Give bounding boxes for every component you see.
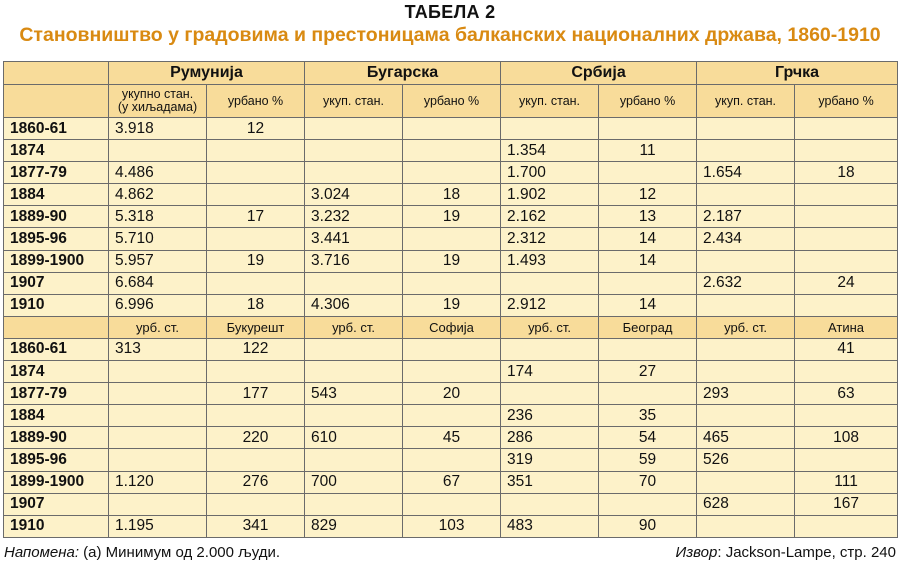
value-cell xyxy=(403,272,501,294)
value-cell: 4.486 xyxy=(109,162,207,184)
value-cell: 465 xyxy=(697,427,795,449)
column-header-label: урбано % xyxy=(818,93,874,108)
year-cell: 1910 xyxy=(4,515,109,537)
value-cell xyxy=(109,493,207,515)
value-cell: 6.996 xyxy=(109,294,207,316)
value-cell xyxy=(207,272,305,294)
value-cell xyxy=(207,140,305,162)
value-cell xyxy=(109,449,207,471)
value-cell xyxy=(795,184,898,206)
column-header xyxy=(109,85,207,118)
value-cell xyxy=(599,493,697,515)
value-cell xyxy=(207,405,305,427)
year-cell: 1889-90 xyxy=(4,206,109,228)
value-cell xyxy=(599,383,697,405)
value-cell xyxy=(697,471,795,493)
table-row xyxy=(4,184,898,206)
value-cell: 17 xyxy=(207,206,305,228)
value-cell xyxy=(403,493,501,515)
footnote-text: (а) Минимум од 2.000 људи. xyxy=(79,544,281,561)
value-cell: 1.354 xyxy=(501,140,599,162)
table-row xyxy=(4,383,898,405)
footnote-label: Напомена: xyxy=(4,544,79,561)
column-header-row xyxy=(4,85,898,118)
value-cell: 54 xyxy=(599,427,697,449)
value-cell xyxy=(207,184,305,206)
value-cell: 2.912 xyxy=(501,294,599,316)
value-cell xyxy=(305,361,403,383)
value-cell: 526 xyxy=(697,449,795,471)
value-cell: 483 xyxy=(501,515,599,537)
value-cell: 6.684 xyxy=(109,272,207,294)
year-cell: 1884 xyxy=(4,184,109,206)
value-cell: 70 xyxy=(599,471,697,493)
value-cell: 1.120 xyxy=(109,471,207,493)
value-cell xyxy=(501,493,599,515)
value-cell: 5.957 xyxy=(109,250,207,272)
value-cell: 293 xyxy=(697,383,795,405)
value-cell: 1.902 xyxy=(501,184,599,206)
column-header: урб. ст. xyxy=(305,316,403,338)
value-cell: 628 xyxy=(697,493,795,515)
value-cell xyxy=(403,405,501,427)
value-cell: 14 xyxy=(599,250,697,272)
value-cell xyxy=(697,118,795,140)
value-cell: 108 xyxy=(795,427,898,449)
value-cell: 111 xyxy=(795,471,898,493)
column-header: Букурешт xyxy=(207,316,305,338)
table-subtitle: Становништво у градовима и престоницама балканских националних држава, 1860-1910 xyxy=(19,24,881,46)
value-cell: 174 xyxy=(501,361,599,383)
column-header: урб. ст. xyxy=(501,316,599,338)
year-cell: 1895-96 xyxy=(4,228,109,250)
column-header: урб. ст. xyxy=(109,316,207,338)
value-cell: 59 xyxy=(599,449,697,471)
column-header-label: урбано % xyxy=(619,93,676,108)
year-cell: 1895-96 xyxy=(4,449,109,471)
value-cell xyxy=(501,118,599,140)
header-corner xyxy=(4,316,109,338)
source-text: : Jackson-Lampe, стр. 240 xyxy=(717,544,896,561)
value-cell xyxy=(305,162,403,184)
table-row xyxy=(4,338,898,360)
value-cell xyxy=(403,118,501,140)
value-cell xyxy=(403,228,501,250)
year-cell: 1877-79 xyxy=(4,162,109,184)
value-cell xyxy=(795,294,898,316)
value-cell: 19 xyxy=(207,250,305,272)
table-row xyxy=(4,405,898,427)
value-cell: 829 xyxy=(305,515,403,537)
value-cell xyxy=(207,361,305,383)
value-cell xyxy=(403,449,501,471)
country-header: Србија xyxy=(501,62,697,85)
table-row xyxy=(4,272,898,294)
column-header xyxy=(697,85,795,118)
year-cell: 1874 xyxy=(4,361,109,383)
value-cell xyxy=(795,515,898,537)
footnote xyxy=(4,544,280,561)
year-cell: 1899-1900 xyxy=(4,250,109,272)
country-header-row xyxy=(4,62,898,85)
population-table xyxy=(3,61,898,538)
table-row xyxy=(4,118,898,140)
value-cell: 4.306 xyxy=(305,294,403,316)
value-cell: 4.862 xyxy=(109,184,207,206)
value-cell: 18 xyxy=(795,162,898,184)
column-header xyxy=(795,85,898,118)
source-note xyxy=(675,544,896,561)
value-cell xyxy=(305,140,403,162)
table-title: ТАБЕЛА 2 xyxy=(404,2,496,22)
table-row xyxy=(4,140,898,162)
year-cell: 1907 xyxy=(4,493,109,515)
value-cell xyxy=(109,383,207,405)
value-cell xyxy=(403,162,501,184)
value-cell: 2.632 xyxy=(697,272,795,294)
year-cell: 1889-90 xyxy=(4,427,109,449)
value-cell xyxy=(305,118,403,140)
column-header: Софија xyxy=(403,316,501,338)
value-cell: 19 xyxy=(403,250,501,272)
value-cell: 1.654 xyxy=(697,162,795,184)
value-cell xyxy=(697,361,795,383)
value-cell xyxy=(599,118,697,140)
value-cell xyxy=(305,493,403,515)
value-cell xyxy=(403,140,501,162)
value-cell xyxy=(305,449,403,471)
table-row xyxy=(4,471,898,493)
table-row xyxy=(4,515,898,537)
value-cell: 67 xyxy=(403,471,501,493)
value-cell xyxy=(795,228,898,250)
year-cell: 1899-1900 xyxy=(4,471,109,493)
value-cell xyxy=(697,515,795,537)
column-header-label: урбано % xyxy=(423,93,480,108)
value-cell: 19 xyxy=(403,294,501,316)
table-row xyxy=(4,294,898,316)
column-header-label: укупно стан. (у хиљадама) xyxy=(117,87,198,114)
value-cell: 351 xyxy=(501,471,599,493)
value-cell xyxy=(207,162,305,184)
table-row xyxy=(4,206,898,228)
country-header: Румунија xyxy=(109,62,305,85)
year-cell: 1877-79 xyxy=(4,383,109,405)
country-header: Грчка xyxy=(697,62,898,85)
value-cell: 41 xyxy=(795,338,898,360)
value-cell xyxy=(305,338,403,360)
value-cell: 13 xyxy=(599,206,697,228)
column-header-label: укуп. стан. xyxy=(715,93,777,108)
value-cell xyxy=(109,427,207,449)
year-cell: 1910 xyxy=(4,294,109,316)
value-cell: 63 xyxy=(795,383,898,405)
value-cell xyxy=(109,361,207,383)
column-header xyxy=(403,85,501,118)
value-cell: 19 xyxy=(403,206,501,228)
value-cell: 3.918 xyxy=(109,118,207,140)
value-cell xyxy=(697,294,795,316)
value-cell: 167 xyxy=(795,493,898,515)
value-cell xyxy=(501,338,599,360)
value-cell xyxy=(599,338,697,360)
value-cell: 5.318 xyxy=(109,206,207,228)
table-row xyxy=(4,493,898,515)
value-cell: 1.195 xyxy=(109,515,207,537)
value-cell: 319 xyxy=(501,449,599,471)
value-cell xyxy=(207,449,305,471)
value-cell xyxy=(795,361,898,383)
value-cell: 610 xyxy=(305,427,403,449)
value-cell: 313 xyxy=(109,338,207,360)
value-cell: 12 xyxy=(207,118,305,140)
header-corner xyxy=(4,85,109,118)
value-cell: 1.700 xyxy=(501,162,599,184)
value-cell: 122 xyxy=(207,338,305,360)
value-cell: 3.232 xyxy=(305,206,403,228)
value-cell: 276 xyxy=(207,471,305,493)
value-cell xyxy=(795,118,898,140)
country-header: Бугарска xyxy=(305,62,501,85)
year-cell: 1884 xyxy=(4,405,109,427)
value-cell xyxy=(403,361,501,383)
value-cell xyxy=(697,338,795,360)
value-cell: 11 xyxy=(599,140,697,162)
table-row xyxy=(4,361,898,383)
value-cell: 3.441 xyxy=(305,228,403,250)
value-cell xyxy=(207,228,305,250)
value-cell: 45 xyxy=(403,427,501,449)
year-cell: 1907 xyxy=(4,272,109,294)
column-header-label: укуп. стан. xyxy=(519,93,581,108)
value-cell xyxy=(207,493,305,515)
value-cell: 20 xyxy=(403,383,501,405)
column-header xyxy=(599,85,697,118)
value-cell: 14 xyxy=(599,294,697,316)
value-cell xyxy=(697,140,795,162)
value-cell xyxy=(305,405,403,427)
value-cell: 341 xyxy=(207,515,305,537)
header-corner xyxy=(4,62,109,85)
table-row xyxy=(4,250,898,272)
value-cell xyxy=(795,140,898,162)
value-cell: 236 xyxy=(501,405,599,427)
value-cell: 2.162 xyxy=(501,206,599,228)
value-cell xyxy=(795,449,898,471)
value-cell: 5.710 xyxy=(109,228,207,250)
column-header-label: урбано % xyxy=(227,93,284,108)
value-cell xyxy=(599,272,697,294)
column-header xyxy=(207,85,305,118)
column-header: Београд xyxy=(599,316,697,338)
value-cell: 3.716 xyxy=(305,250,403,272)
value-cell: 2.434 xyxy=(697,228,795,250)
value-cell xyxy=(795,405,898,427)
value-cell: 1.493 xyxy=(501,250,599,272)
year-cell: 1860-61 xyxy=(4,118,109,140)
column-header: Атина xyxy=(795,316,898,338)
value-cell xyxy=(109,405,207,427)
value-cell: 90 xyxy=(599,515,697,537)
value-cell xyxy=(599,162,697,184)
value-cell: 2.187 xyxy=(697,206,795,228)
value-cell: 177 xyxy=(207,383,305,405)
value-cell: 24 xyxy=(795,272,898,294)
value-cell: 12 xyxy=(599,184,697,206)
value-cell xyxy=(697,184,795,206)
value-cell xyxy=(697,405,795,427)
value-cell: 103 xyxy=(403,515,501,537)
value-cell xyxy=(795,250,898,272)
value-cell: 2.312 xyxy=(501,228,599,250)
year-cell: 1860-61 xyxy=(4,338,109,360)
value-cell xyxy=(795,206,898,228)
value-cell: 286 xyxy=(501,427,599,449)
value-cell: 27 xyxy=(599,361,697,383)
value-cell xyxy=(501,383,599,405)
table-row xyxy=(4,162,898,184)
column-header-label: укуп. стан. xyxy=(323,93,385,108)
value-cell: 18 xyxy=(403,184,501,206)
value-cell: 18 xyxy=(207,294,305,316)
value-cell: 220 xyxy=(207,427,305,449)
source-label: Извор xyxy=(675,544,718,561)
value-cell: 35 xyxy=(599,405,697,427)
value-cell xyxy=(403,338,501,360)
secondary-header-row xyxy=(4,316,898,338)
value-cell xyxy=(501,272,599,294)
table-row xyxy=(4,427,898,449)
value-cell: 14 xyxy=(599,228,697,250)
value-cell: 3.024 xyxy=(305,184,403,206)
column-header: урб. ст. xyxy=(697,316,795,338)
table-row xyxy=(4,449,898,471)
column-header xyxy=(305,85,403,118)
table-row xyxy=(4,228,898,250)
value-cell: 700 xyxy=(305,471,403,493)
value-cell xyxy=(697,250,795,272)
value-cell xyxy=(305,272,403,294)
column-header xyxy=(501,85,599,118)
value-cell: 543 xyxy=(305,383,403,405)
value-cell xyxy=(109,140,207,162)
year-cell: 1874 xyxy=(4,140,109,162)
